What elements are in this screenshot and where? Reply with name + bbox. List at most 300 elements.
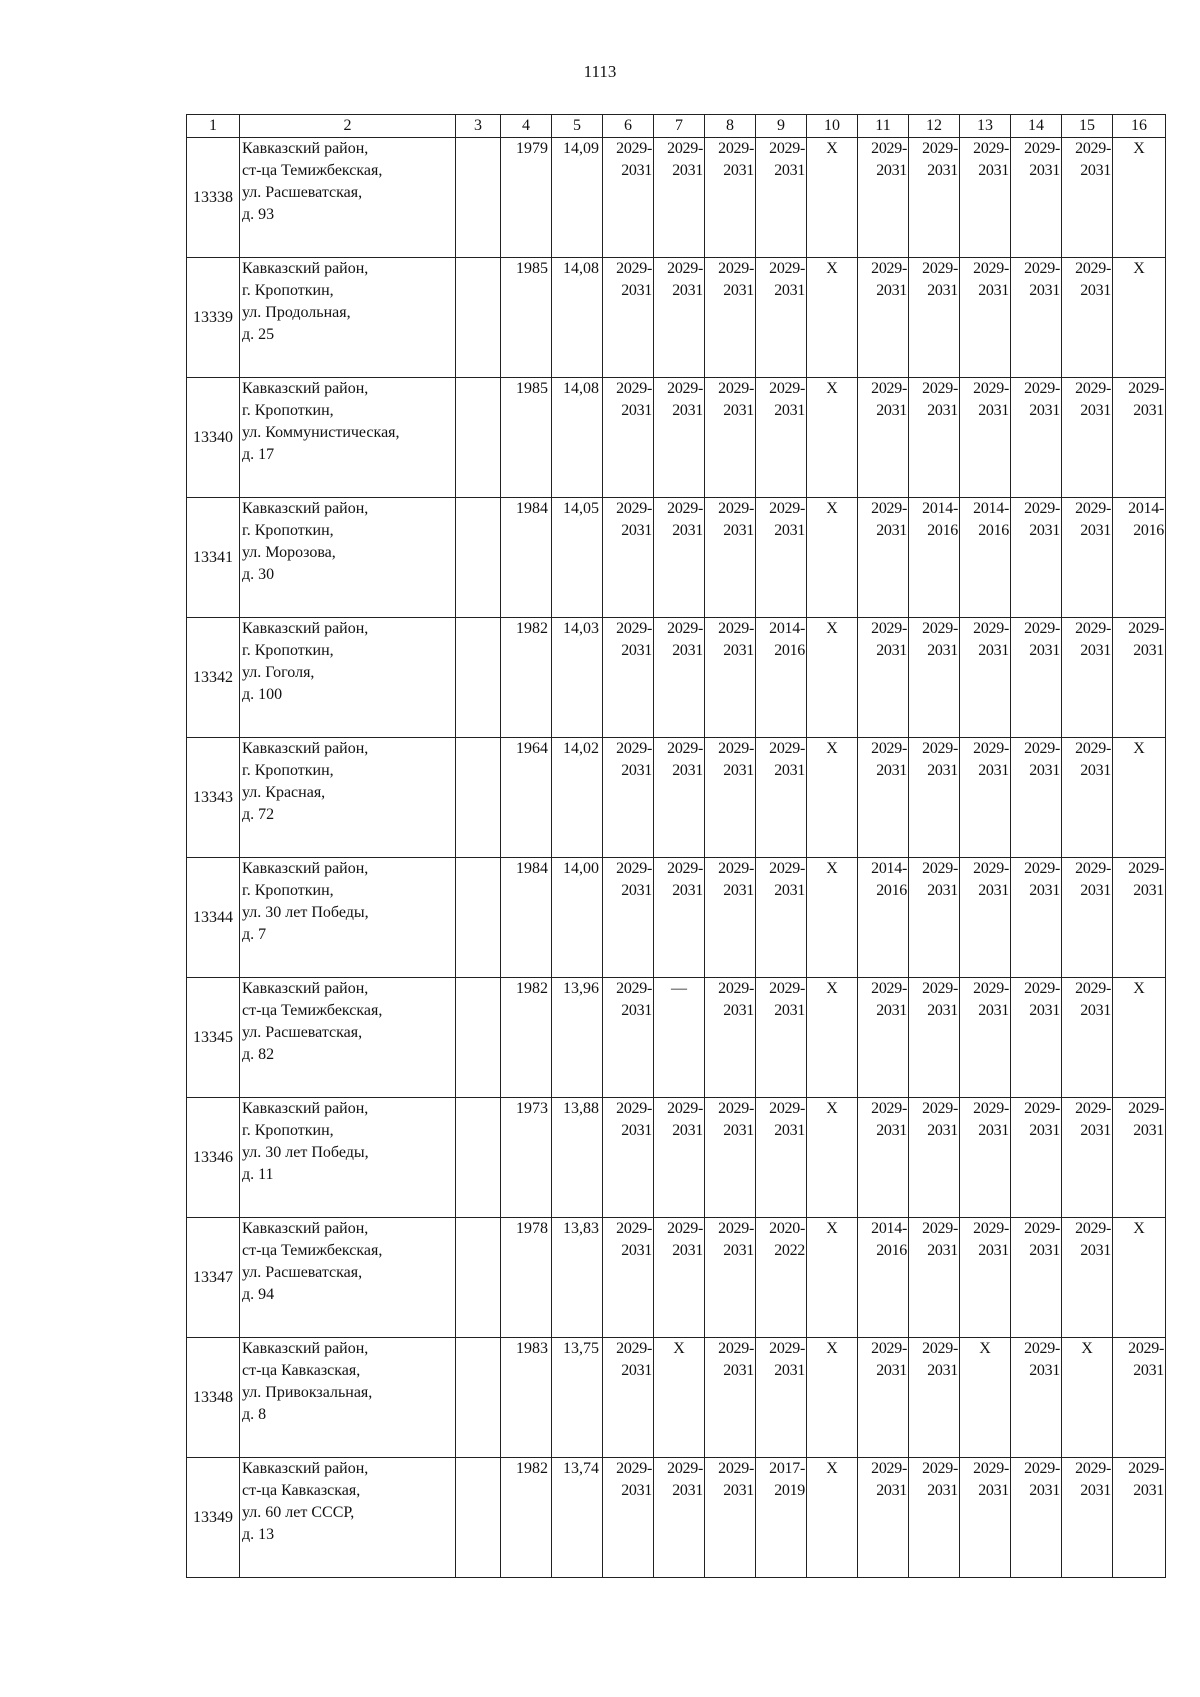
period-cell bbox=[756, 1458, 807, 1578]
row-number: 13341 bbox=[187, 498, 240, 618]
column-header-12: 12 bbox=[909, 115, 960, 138]
period-start: 2029- bbox=[1128, 620, 1164, 637]
row-number: 13348 bbox=[187, 1338, 240, 1458]
period-start: 2029- bbox=[871, 1340, 907, 1357]
period-end: 2031 bbox=[978, 642, 1009, 659]
period-start: 2029- bbox=[616, 740, 652, 757]
period-end: 2031 bbox=[621, 162, 652, 179]
period-start: 2029- bbox=[718, 380, 754, 397]
mark-cell: X bbox=[1113, 1218, 1166, 1338]
value-cell: 13,83 bbox=[552, 1218, 603, 1338]
column-header-15: 15 bbox=[1062, 115, 1113, 138]
period-cell bbox=[654, 258, 705, 378]
period-start: 2029- bbox=[973, 260, 1009, 277]
period-cell bbox=[756, 498, 807, 618]
period-end: 2031 bbox=[621, 1482, 652, 1499]
period-start: 2029- bbox=[922, 860, 958, 877]
period-end: 2031 bbox=[723, 1122, 754, 1139]
period-end: 2031 bbox=[672, 282, 703, 299]
period-cell bbox=[654, 858, 705, 978]
period-cell bbox=[1011, 498, 1062, 618]
period-cell bbox=[603, 498, 654, 618]
period-start: 2029- bbox=[922, 1100, 958, 1117]
mark-cell: X bbox=[807, 738, 858, 858]
period-end: 2031 bbox=[1133, 1362, 1164, 1379]
address-line: ул. Расшеватская, bbox=[242, 1264, 363, 1281]
period-end: 2031 bbox=[672, 642, 703, 659]
period-cell bbox=[705, 978, 756, 1098]
mark-cell: X bbox=[1113, 258, 1166, 378]
period-cell bbox=[960, 858, 1011, 978]
column-header-6: 6 bbox=[603, 115, 654, 138]
address-line: ул. 30 лет Победы, bbox=[242, 1144, 369, 1161]
period-end: 2031 bbox=[774, 522, 805, 539]
address-line: д. 93 bbox=[242, 206, 275, 223]
column-header-7: 7 bbox=[654, 115, 705, 138]
period-end: 2031 bbox=[876, 762, 907, 779]
period-end: 2031 bbox=[723, 762, 754, 779]
row-number: 13340 bbox=[187, 378, 240, 498]
period-start: 2014- bbox=[871, 1220, 907, 1237]
period-start: 2029- bbox=[871, 140, 907, 157]
column-header-4: 4 bbox=[501, 115, 552, 138]
period-start: 2029- bbox=[616, 1100, 652, 1117]
period-cell bbox=[756, 378, 807, 498]
period-cell bbox=[858, 1338, 909, 1458]
period-start: 2029- bbox=[871, 380, 907, 397]
period-cell bbox=[909, 1218, 960, 1338]
row-number: 13338 bbox=[187, 138, 240, 258]
period-cell bbox=[1011, 138, 1062, 258]
period-cell bbox=[705, 138, 756, 258]
period-cell bbox=[654, 498, 705, 618]
address-cell bbox=[240, 738, 456, 858]
period-cell bbox=[858, 1218, 909, 1338]
period-start: 2029- bbox=[973, 980, 1009, 997]
period-end: 2031 bbox=[978, 1482, 1009, 1499]
period-start: 2029- bbox=[973, 740, 1009, 757]
mark-cell: X bbox=[654, 1338, 705, 1458]
period-cell bbox=[603, 258, 654, 378]
period-cell bbox=[1062, 258, 1113, 378]
period-end: 2031 bbox=[978, 1122, 1009, 1139]
period-start: 2029- bbox=[1075, 500, 1111, 517]
period-end: 2031 bbox=[774, 1002, 805, 1019]
period-start: 2029- bbox=[973, 620, 1009, 637]
address-line: ул. Гоголя, bbox=[242, 664, 315, 681]
period-end: 2031 bbox=[621, 882, 652, 899]
year-cell: 1985 bbox=[501, 378, 552, 498]
period-cell bbox=[909, 1098, 960, 1218]
table-row bbox=[187, 1338, 1166, 1458]
period-end: 2031 bbox=[621, 1362, 652, 1379]
period-start: 2020- bbox=[769, 1220, 805, 1237]
period-start: 2029- bbox=[922, 260, 958, 277]
mark-cell: X bbox=[807, 1098, 858, 1218]
period-start: 2029- bbox=[1128, 1460, 1164, 1477]
period-end: 2022 bbox=[774, 1242, 805, 1259]
period-start: 2029- bbox=[616, 620, 652, 637]
period-end: 2031 bbox=[774, 882, 805, 899]
period-start: 2029- bbox=[1024, 260, 1060, 277]
period-cell bbox=[1113, 1338, 1166, 1458]
period-start: 2029- bbox=[1024, 1100, 1060, 1117]
period-start: 2029- bbox=[973, 1100, 1009, 1117]
address-line: г. Кропоткин, bbox=[242, 282, 334, 299]
period-start: 2029- bbox=[922, 140, 958, 157]
table-body bbox=[187, 138, 1166, 1578]
period-cell bbox=[858, 978, 909, 1098]
period-start: 2029- bbox=[1024, 500, 1060, 517]
period-start: 2029- bbox=[973, 860, 1009, 877]
address-line: ст-ца Кавказская, bbox=[242, 1482, 361, 1499]
period-cell bbox=[654, 618, 705, 738]
period-start: 2029- bbox=[871, 260, 907, 277]
address-line: г. Кропоткин, bbox=[242, 882, 334, 899]
address-line: ст-ца Темижбекская, bbox=[242, 162, 383, 179]
column-header-14: 14 bbox=[1011, 115, 1062, 138]
period-cell bbox=[603, 1218, 654, 1338]
address-cell bbox=[240, 498, 456, 618]
column-header-1: 1 bbox=[187, 115, 240, 138]
period-cell bbox=[909, 258, 960, 378]
table-row bbox=[187, 258, 1166, 378]
period-end: 2031 bbox=[1080, 882, 1111, 899]
period-start: 2029- bbox=[1024, 740, 1060, 757]
period-end: 2031 bbox=[723, 282, 754, 299]
table-row bbox=[187, 618, 1166, 738]
address-line: Кавказский район, bbox=[242, 620, 369, 637]
address-line: д. 25 bbox=[242, 326, 275, 343]
period-start: 2029- bbox=[667, 860, 703, 877]
period-cell bbox=[1113, 618, 1166, 738]
value-cell: 14,02 bbox=[552, 738, 603, 858]
period-cell bbox=[705, 1458, 756, 1578]
period-cell bbox=[705, 1098, 756, 1218]
column-3-cell bbox=[456, 978, 501, 1098]
period-end: 2031 bbox=[1080, 642, 1111, 659]
mark-cell: X bbox=[807, 138, 858, 258]
address-line: ул. Привокзальная, bbox=[242, 1384, 373, 1401]
period-start: 2029- bbox=[871, 620, 907, 637]
mark-cell: X bbox=[807, 1458, 858, 1578]
period-cell bbox=[1011, 858, 1062, 978]
table-header bbox=[187, 115, 1166, 138]
period-end: 2031 bbox=[1080, 1002, 1111, 1019]
period-start: 2029- bbox=[973, 380, 1009, 397]
period-cell bbox=[705, 378, 756, 498]
period-end: 2031 bbox=[1080, 162, 1111, 179]
year-cell: 1978 bbox=[501, 1218, 552, 1338]
mark-cell: — bbox=[654, 978, 705, 1098]
period-start: 2029- bbox=[616, 1460, 652, 1477]
period-cell bbox=[858, 378, 909, 498]
period-start: 2029- bbox=[871, 500, 907, 517]
period-cell bbox=[1062, 858, 1113, 978]
period-end: 2031 bbox=[1029, 642, 1060, 659]
period-cell bbox=[1011, 1458, 1062, 1578]
period-end: 2031 bbox=[927, 282, 958, 299]
address-line: г. Кропоткин, bbox=[242, 402, 334, 419]
period-start: 2029- bbox=[1128, 380, 1164, 397]
period-end: 2031 bbox=[621, 1242, 652, 1259]
period-cell bbox=[960, 138, 1011, 258]
period-start: 2029- bbox=[1075, 140, 1111, 157]
table-row bbox=[187, 1458, 1166, 1578]
period-end: 2031 bbox=[723, 1242, 754, 1259]
period-start: 2029- bbox=[973, 140, 1009, 157]
period-start: 2029- bbox=[871, 740, 907, 757]
address-line: Кавказский район, bbox=[242, 140, 369, 157]
period-cell bbox=[1062, 618, 1113, 738]
period-start: 2029- bbox=[1024, 380, 1060, 397]
period-start: 2029- bbox=[922, 740, 958, 757]
period-start: 2029- bbox=[922, 1340, 958, 1357]
period-start: 2014- bbox=[973, 500, 1009, 517]
year-cell: 1964 bbox=[501, 738, 552, 858]
period-start: 2029- bbox=[616, 1340, 652, 1357]
address-cell bbox=[240, 858, 456, 978]
period-end: 2031 bbox=[621, 402, 652, 419]
period-end: 2031 bbox=[1029, 1242, 1060, 1259]
period-cell bbox=[654, 1098, 705, 1218]
period-end: 2031 bbox=[1080, 522, 1111, 539]
period-start: 2029- bbox=[1075, 1460, 1111, 1477]
period-end: 2019 bbox=[774, 1482, 805, 1499]
period-cell bbox=[909, 138, 960, 258]
period-end: 2031 bbox=[723, 402, 754, 419]
period-end: 2031 bbox=[978, 402, 1009, 419]
mark-cell: X bbox=[807, 858, 858, 978]
address-line: ул. Красная, bbox=[242, 784, 326, 801]
period-end: 2031 bbox=[672, 1482, 703, 1499]
address-cell bbox=[240, 138, 456, 258]
period-start: 2029- bbox=[667, 140, 703, 157]
period-cell bbox=[603, 378, 654, 498]
period-end: 2031 bbox=[1133, 1122, 1164, 1139]
period-cell bbox=[1113, 1458, 1166, 1578]
column-3-cell bbox=[456, 138, 501, 258]
year-cell: 1973 bbox=[501, 1098, 552, 1218]
period-end: 2031 bbox=[723, 1482, 754, 1499]
address-cell bbox=[240, 258, 456, 378]
period-cell bbox=[1062, 378, 1113, 498]
period-start: 2029- bbox=[1024, 1220, 1060, 1237]
period-cell bbox=[1062, 1098, 1113, 1218]
period-start: 2029- bbox=[1024, 1460, 1060, 1477]
column-header-9: 9 bbox=[756, 115, 807, 138]
address-line: г. Кропоткин, bbox=[242, 522, 334, 539]
period-cell bbox=[960, 1098, 1011, 1218]
period-end: 2031 bbox=[1080, 402, 1111, 419]
period-start: 2029- bbox=[1075, 1100, 1111, 1117]
period-start: 2029- bbox=[667, 1100, 703, 1117]
period-cell bbox=[909, 1338, 960, 1458]
period-end: 2031 bbox=[672, 882, 703, 899]
address-line: г. Кропоткин, bbox=[242, 642, 334, 659]
period-cell bbox=[858, 618, 909, 738]
column-3-cell bbox=[456, 1458, 501, 1578]
period-cell bbox=[1011, 978, 1062, 1098]
period-end: 2031 bbox=[1029, 1482, 1060, 1499]
period-start: 2029- bbox=[769, 1100, 805, 1117]
period-start: 2029- bbox=[718, 1340, 754, 1357]
period-end: 2031 bbox=[774, 282, 805, 299]
period-end: 2031 bbox=[1029, 162, 1060, 179]
period-end: 2031 bbox=[927, 882, 958, 899]
mark-cell: X bbox=[807, 978, 858, 1098]
period-start: 2029- bbox=[616, 1220, 652, 1237]
period-cell bbox=[960, 1218, 1011, 1338]
column-3-cell bbox=[456, 498, 501, 618]
column-3-cell bbox=[456, 738, 501, 858]
period-cell bbox=[603, 1338, 654, 1458]
period-cell bbox=[909, 978, 960, 1098]
period-end: 2031 bbox=[672, 762, 703, 779]
period-end: 2016 bbox=[927, 522, 958, 539]
address-line: д. 82 bbox=[242, 1046, 275, 1063]
period-start: 2029- bbox=[769, 740, 805, 757]
period-cell bbox=[1011, 1098, 1062, 1218]
period-end: 2031 bbox=[927, 1122, 958, 1139]
period-cell bbox=[1011, 1338, 1062, 1458]
period-cell bbox=[1113, 498, 1166, 618]
column-header-2: 2 bbox=[240, 115, 456, 138]
period-cell bbox=[1113, 378, 1166, 498]
period-end: 2031 bbox=[1133, 402, 1164, 419]
period-end: 2031 bbox=[927, 642, 958, 659]
period-end: 2031 bbox=[1029, 1002, 1060, 1019]
address-line: Кавказский район, bbox=[242, 860, 369, 877]
period-end: 2031 bbox=[672, 522, 703, 539]
period-end: 2031 bbox=[927, 1362, 958, 1379]
value-cell: 13,75 bbox=[552, 1338, 603, 1458]
period-cell bbox=[654, 738, 705, 858]
mark-cell: X bbox=[1113, 978, 1166, 1098]
period-end: 2031 bbox=[927, 402, 958, 419]
row-number: 13345 bbox=[187, 978, 240, 1098]
address-line: Кавказский район, bbox=[242, 500, 369, 517]
row-number: 13346 bbox=[187, 1098, 240, 1218]
period-end: 2031 bbox=[927, 1002, 958, 1019]
period-end: 2031 bbox=[876, 282, 907, 299]
period-cell bbox=[756, 258, 807, 378]
period-end: 2031 bbox=[876, 1362, 907, 1379]
period-end: 2016 bbox=[774, 642, 805, 659]
period-end: 2031 bbox=[723, 522, 754, 539]
period-cell bbox=[960, 498, 1011, 618]
period-end: 2031 bbox=[876, 1122, 907, 1139]
period-cell bbox=[705, 1218, 756, 1338]
period-start: 2029- bbox=[667, 500, 703, 517]
period-end: 2031 bbox=[1133, 1482, 1164, 1499]
column-header-8: 8 bbox=[705, 115, 756, 138]
address-line: Кавказский район, bbox=[242, 1220, 369, 1237]
period-start: 2029- bbox=[616, 260, 652, 277]
period-cell bbox=[756, 738, 807, 858]
period-cell bbox=[1011, 618, 1062, 738]
period-end: 2031 bbox=[978, 1242, 1009, 1259]
period-start: 2029- bbox=[616, 380, 652, 397]
period-end: 2031 bbox=[621, 1122, 652, 1139]
period-start: 2029- bbox=[1024, 980, 1060, 997]
period-end: 2031 bbox=[723, 1002, 754, 1019]
period-start: 2029- bbox=[1075, 980, 1111, 997]
address-cell bbox=[240, 1098, 456, 1218]
period-cell bbox=[960, 1458, 1011, 1578]
period-cell bbox=[756, 1098, 807, 1218]
period-end: 2031 bbox=[1029, 882, 1060, 899]
period-start: 2029- bbox=[769, 380, 805, 397]
period-start: 2029- bbox=[769, 1340, 805, 1357]
period-start: 2029- bbox=[667, 1460, 703, 1477]
period-start: 2029- bbox=[1128, 1340, 1164, 1357]
table-row bbox=[187, 138, 1166, 258]
period-end: 2031 bbox=[1029, 1122, 1060, 1139]
address-line: ст-ца Темижбекская, bbox=[242, 1002, 383, 1019]
period-start: 2029- bbox=[1024, 620, 1060, 637]
address-line: д. 11 bbox=[242, 1166, 274, 1183]
period-start: 2029- bbox=[769, 260, 805, 277]
period-end: 2031 bbox=[1029, 1362, 1060, 1379]
period-cell bbox=[654, 138, 705, 258]
period-cell bbox=[1011, 738, 1062, 858]
period-cell bbox=[1062, 978, 1113, 1098]
period-cell bbox=[705, 738, 756, 858]
period-cell bbox=[1011, 378, 1062, 498]
year-cell: 1982 bbox=[501, 618, 552, 738]
period-end: 2031 bbox=[672, 402, 703, 419]
period-end: 2031 bbox=[927, 762, 958, 779]
period-start: 2029- bbox=[718, 860, 754, 877]
mark-cell: X bbox=[807, 1338, 858, 1458]
year-cell: 1982 bbox=[501, 978, 552, 1098]
period-end: 2031 bbox=[876, 522, 907, 539]
period-start: 2029- bbox=[1075, 740, 1111, 757]
value-cell: 13,96 bbox=[552, 978, 603, 1098]
period-cell bbox=[858, 1098, 909, 1218]
period-start: 2029- bbox=[1075, 260, 1111, 277]
column-3-cell bbox=[456, 1338, 501, 1458]
period-cell bbox=[1062, 498, 1113, 618]
period-cell bbox=[756, 858, 807, 978]
column-3-cell bbox=[456, 618, 501, 738]
table-row bbox=[187, 378, 1166, 498]
period-cell bbox=[858, 138, 909, 258]
period-cell bbox=[858, 738, 909, 858]
column-3-cell bbox=[456, 378, 501, 498]
row-number: 13339 bbox=[187, 258, 240, 378]
column-3-cell bbox=[456, 1218, 501, 1338]
period-end: 2031 bbox=[927, 162, 958, 179]
period-cell bbox=[1113, 858, 1166, 978]
period-start: 2029- bbox=[973, 1460, 1009, 1477]
mark-cell: X bbox=[960, 1338, 1011, 1458]
period-cell bbox=[603, 1458, 654, 1578]
period-end: 2031 bbox=[1080, 1482, 1111, 1499]
period-cell bbox=[909, 738, 960, 858]
period-start: 2029- bbox=[616, 980, 652, 997]
period-cell bbox=[756, 138, 807, 258]
period-end: 2031 bbox=[1029, 522, 1060, 539]
mark-cell: X bbox=[1113, 738, 1166, 858]
column-header-10: 10 bbox=[807, 115, 858, 138]
period-cell bbox=[1062, 1218, 1113, 1338]
period-cell bbox=[705, 618, 756, 738]
period-end: 2031 bbox=[876, 642, 907, 659]
column-header-13: 13 bbox=[960, 115, 1011, 138]
column-header-3: 3 bbox=[456, 115, 501, 138]
